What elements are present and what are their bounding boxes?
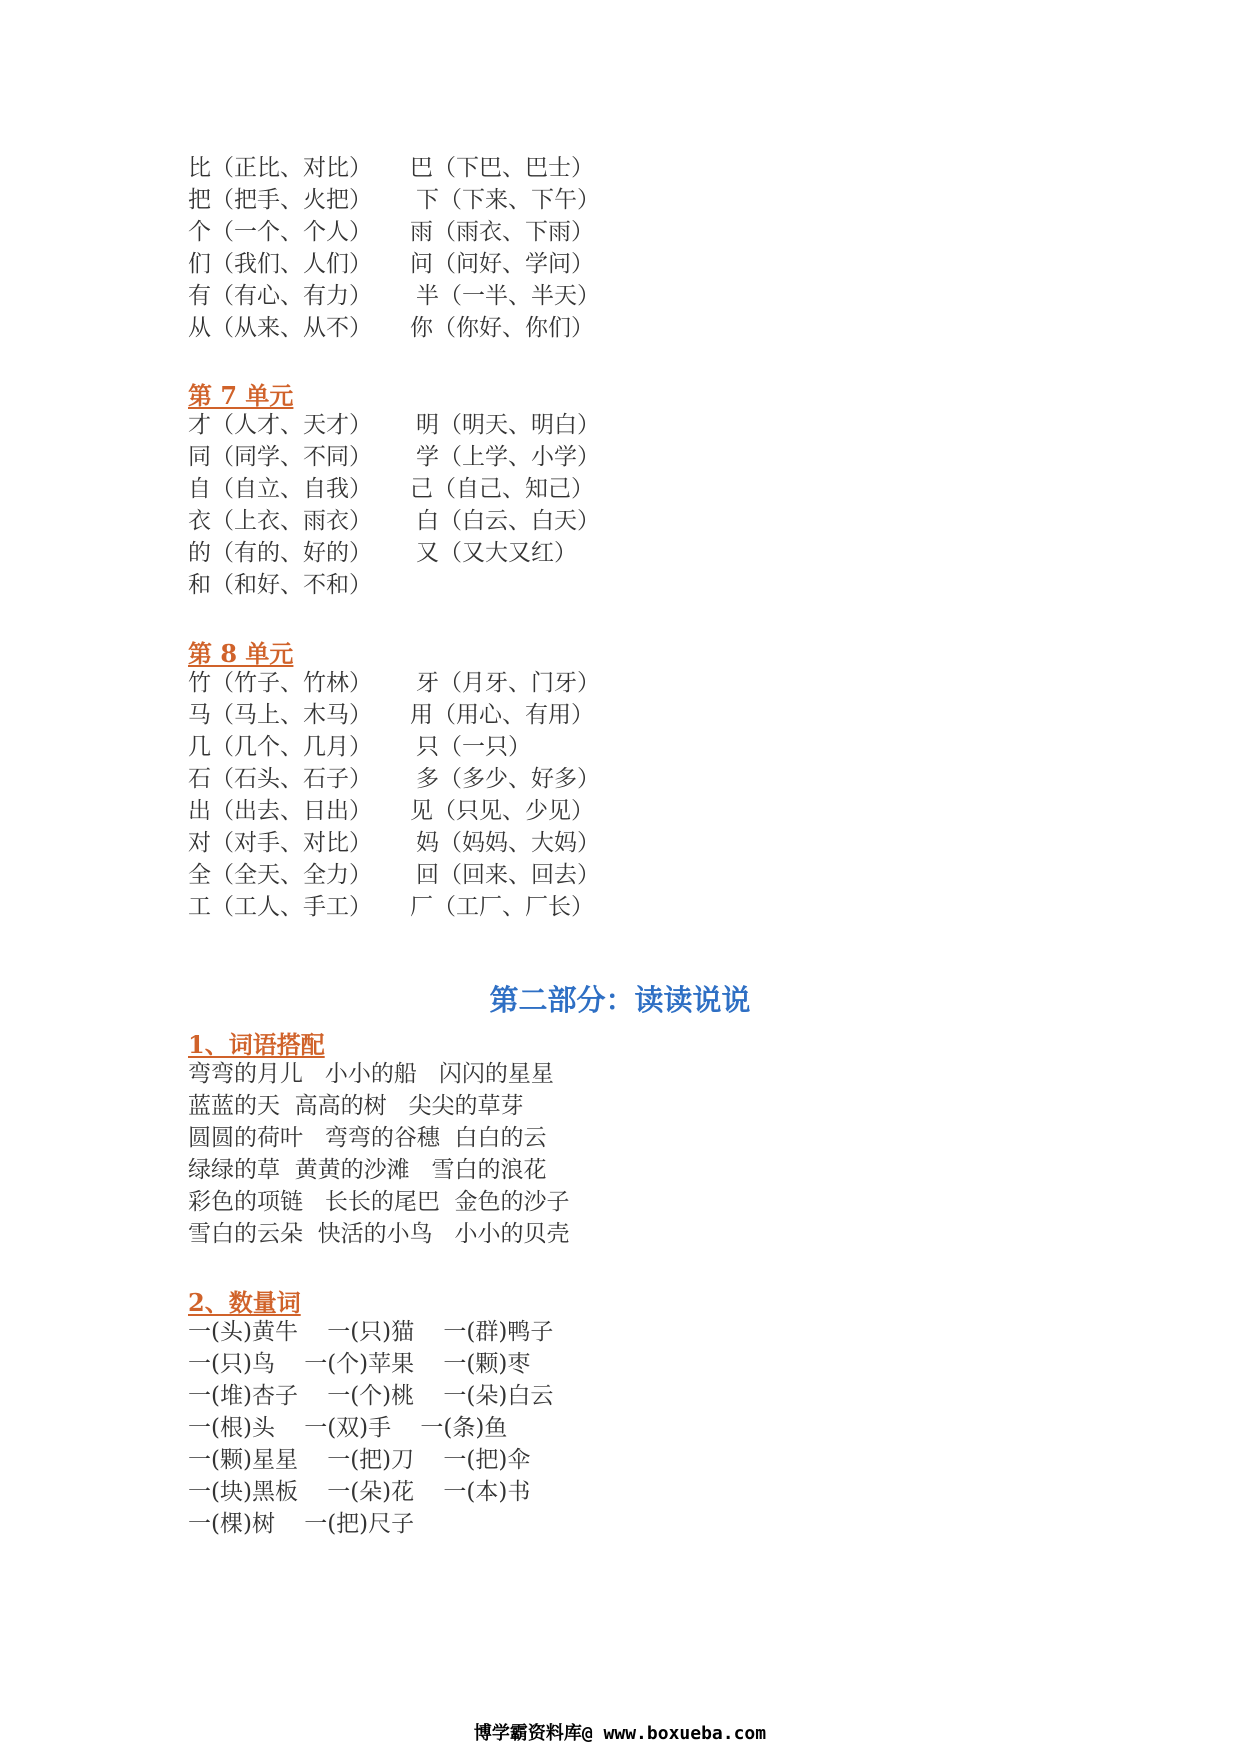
unit8-heading: 第 8 单元: [188, 639, 294, 668]
list-item: 绿绿的草 黄黄的沙滩 雪白的浪花: [188, 1157, 547, 1183]
unit7-heading: 第 7 单元: [188, 381, 294, 410]
list-item: 的（有的、好的） 又（又大又红）: [188, 540, 577, 566]
list-item: 雪白的云朵 快活的小鸟 小小的贝壳: [188, 1221, 570, 1247]
list-item: 彩色的项链 长长的尾巴 金色的沙子: [188, 1189, 570, 1215]
list-item: 比（正比、对比） 巴（下巴、巴士）: [188, 155, 594, 181]
list-item: 一(只)鸟 一(个)苹果 一(颗)枣: [188, 1351, 531, 1377]
list-item: 和（和好、不和）: [188, 572, 372, 598]
list-item: 们（我们、人们） 问（问好、学问）: [188, 251, 594, 277]
list-item: 一(头)黄牛 一(只)猫 一(群)鸭子: [188, 1319, 554, 1345]
list-item: 竹（竹子、竹林） 牙（月牙、门牙）: [188, 670, 600, 696]
list-item: 弯弯的月儿 小小的船 闪闪的星星: [188, 1061, 554, 1087]
list-item: 工（工人、手工） 厂（工厂、厂长）: [188, 894, 594, 920]
list-item: 几（几个、几月） 只（一只）: [188, 734, 531, 760]
list-item: 自（自立、自我） 己（自己、知己）: [188, 476, 594, 502]
list-item: 全（全天、全力） 回（回来、回去）: [188, 862, 600, 888]
list-item: 从（从来、从不） 你（你好、你们）: [188, 315, 594, 341]
list-item: 石（石头、石子） 多（多少、好多）: [188, 766, 600, 792]
list-item: 对（对手、对比） 妈（妈妈、大妈）: [188, 830, 600, 856]
list-item: 蓝蓝的天 高高的树 尖尖的草芽: [188, 1093, 524, 1119]
part2-title: 第二部分：读读说说: [489, 983, 751, 1017]
list-item: 圆圆的荷叶 弯弯的谷穗 白白的云: [188, 1125, 547, 1151]
list-item: 一(颗)星星 一(把)刀 一(把)伞: [188, 1447, 531, 1473]
list-item: 有（有心、有力） 半（一半、半天）: [188, 283, 600, 309]
list-item: 把（把手、火把） 下（下来、下午）: [188, 187, 600, 213]
section2-heading: 2、数量词: [188, 1288, 301, 1317]
list-item: 一(根)头 一(双)手 一(条)鱼: [188, 1415, 508, 1441]
list-item: 衣（上衣、雨衣） 白（白云、白天）: [188, 508, 600, 534]
list-item: 一(棵)树 一(把)尺子: [188, 1511, 415, 1537]
section1-heading: 1、词语搭配: [188, 1030, 325, 1059]
list-item: 个（一个、个人） 雨（雨衣、下雨）: [188, 219, 594, 245]
list-item: 出（出去、日出） 见（只见、少见）: [188, 798, 594, 824]
list-item: 一(堆)杏子 一(个)桃 一(朵)白云: [188, 1383, 554, 1409]
page-footer: 博学霸资料库@ www.boxueba.com: [473, 1723, 767, 1744]
list-item: 才（人才、天才） 明（明天、明白）: [188, 412, 600, 438]
list-item: 一(块)黑板 一(朵)花 一(本)书: [188, 1479, 531, 1505]
list-item: 马（马上、木马） 用（用心、有用）: [188, 702, 594, 728]
list-item: 同（同学、不同） 学（上学、小学）: [188, 444, 600, 470]
